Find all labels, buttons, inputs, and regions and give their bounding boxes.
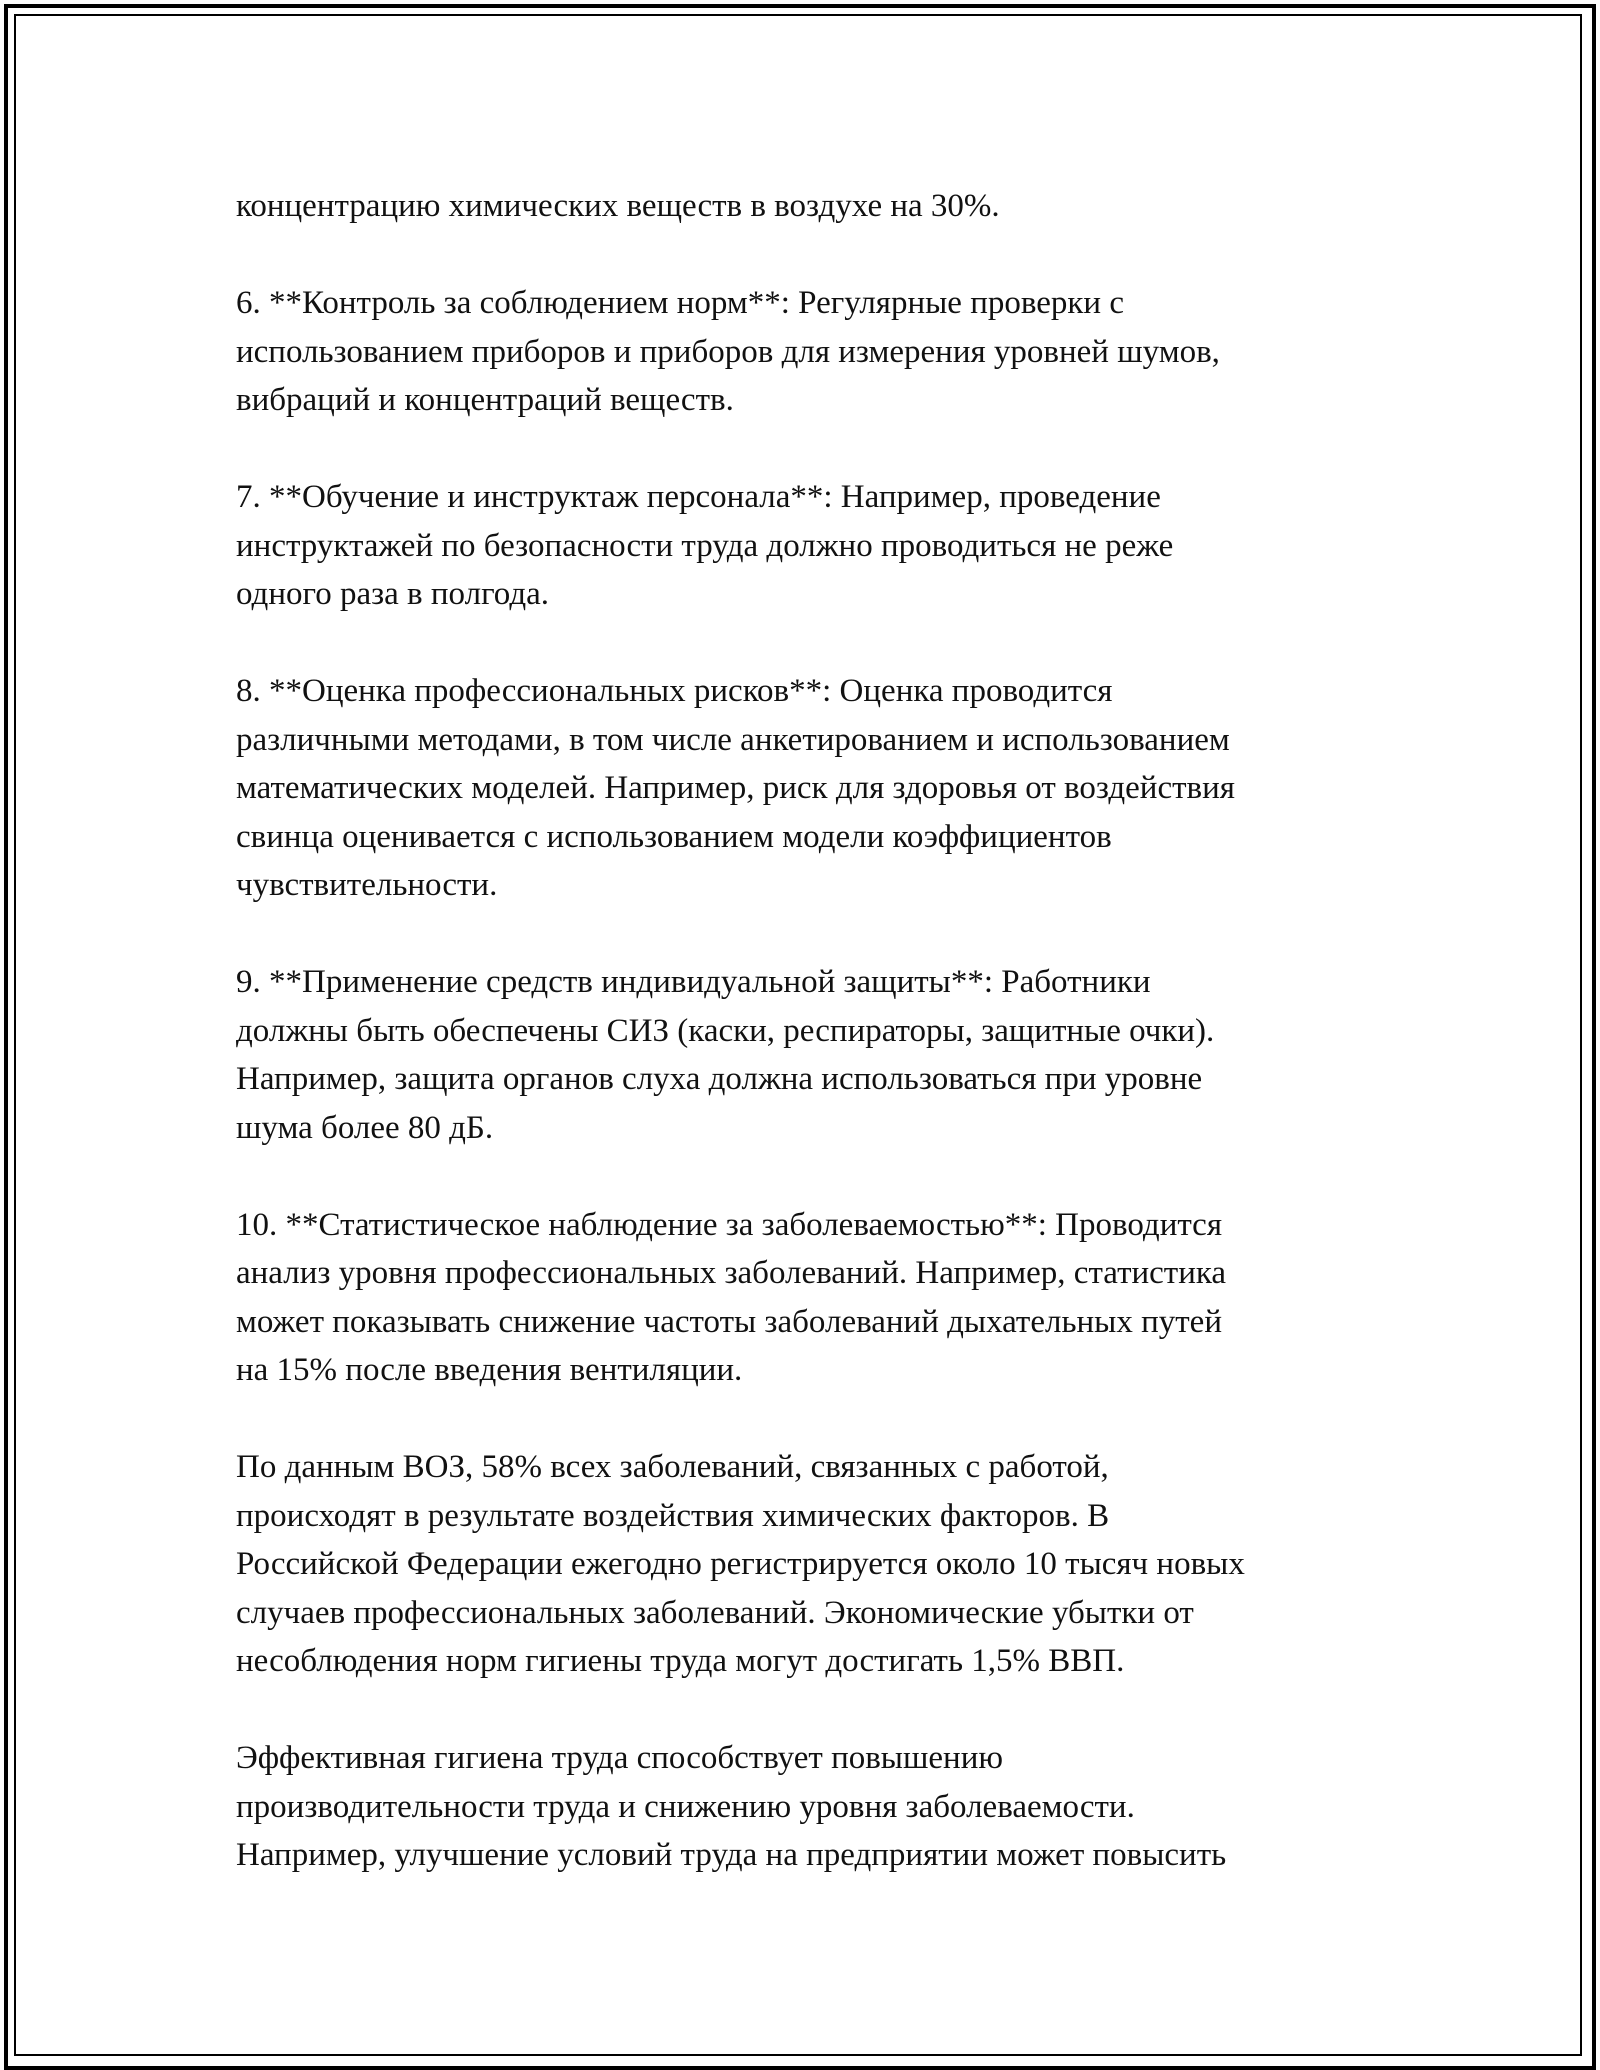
paragraph-item-6: 6. **Контроль за соблюдением норм**: Регулярные проверки с использованием приборов и приборов для измерения уровней шумов, вибраций и концентраций веществ. — [236, 285, 1220, 418]
paragraph-conclusion: Эффективная гигиена труда способствует повышению производительности труда и снижению уровня заболеваемости. Например, улучшение условий труда на предприятии может повысить — [236, 1740, 1227, 1873]
paragraph-item-7: 7. **Обучение и инструктаж персонала**: Например, проведение инструктажей по безопасности труда должно проводиться не реже одного раза в полгода. — [236, 479, 1174, 612]
paragraph-item-10: 10. **Статистическое наблюдение за заболеваемостью**: Проводится анализ уровня профессиональных заболеваний. Например, статистика может показывать снижение частоты заболеваний дыхательных путей на 15% после введения вентиляции. — [236, 1206, 1227, 1388]
paragraph-who-statistics: По данным ВОЗ, 58% всех заболеваний, связанных с работой, происходят в результате воздействия химических факторов. В Российской Федерации ежегодно регистрируется около 10 тысяч новых случаев профессиональных заболеваний. Экономические убытки от несоблюдения норм гигиены труда могут достигать 1,5% ВВП. — [236, 1449, 1245, 1679]
document-body — [236, 182, 1396, 1928]
paragraph-continuation: концентрацию химических веществ в воздухе на 30%. — [236, 188, 1000, 224]
paragraph-item-9: 9. **Применение средств индивидуальной защиты**: Работники должны быть обеспечены СИЗ (каски, респираторы, защитные очки). Например, защита органов слуха должна использоваться при уровне шума более 80 дБ. — [236, 964, 1215, 1146]
paragraph-item-8: 8. **Оценка профессиональных рисков**: Оценка проводится различными методами, в том числе анкетированием и использованием математических моделей. Например, риск для здоровья от воздействия свинца оценивается с использованием модели коэффициентов чувствительности. — [236, 673, 1235, 903]
